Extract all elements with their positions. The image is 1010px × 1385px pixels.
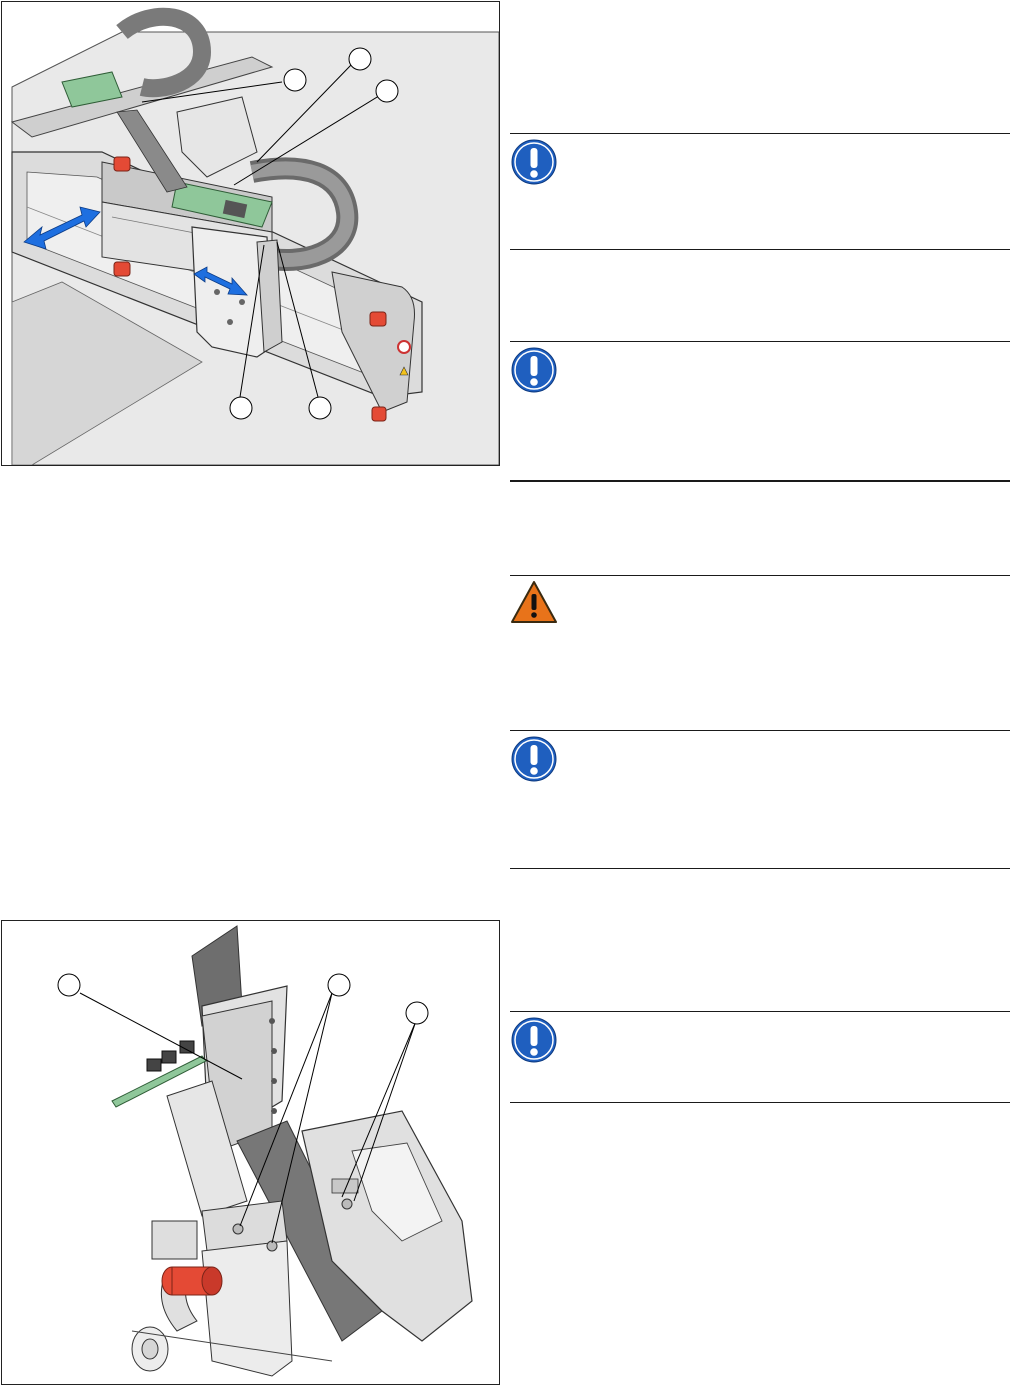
notice-divider bbox=[510, 868, 1010, 869]
cable-guide-drawing bbox=[2, 921, 499, 1384]
cable-guide-illustration bbox=[1, 920, 500, 1385]
gantry-head-drawing bbox=[2, 2, 499, 465]
notice-divider bbox=[510, 133, 1010, 134]
exclamation-icon bbox=[511, 736, 557, 782]
exclamation-icon bbox=[511, 139, 557, 185]
exclamation-icon bbox=[511, 1017, 557, 1063]
gantry-head-illustration bbox=[1, 1, 500, 466]
notice-divider bbox=[510, 1011, 1010, 1012]
notice-divider bbox=[510, 730, 1010, 731]
notice-divider bbox=[510, 249, 1010, 250]
notice-divider bbox=[510, 341, 1010, 342]
notice-divider bbox=[510, 1102, 1010, 1103]
warning-triangle-icon bbox=[511, 580, 557, 626]
exclamation-icon bbox=[511, 347, 557, 393]
notice-divider bbox=[510, 480, 1010, 482]
notice-divider bbox=[510, 575, 1010, 576]
